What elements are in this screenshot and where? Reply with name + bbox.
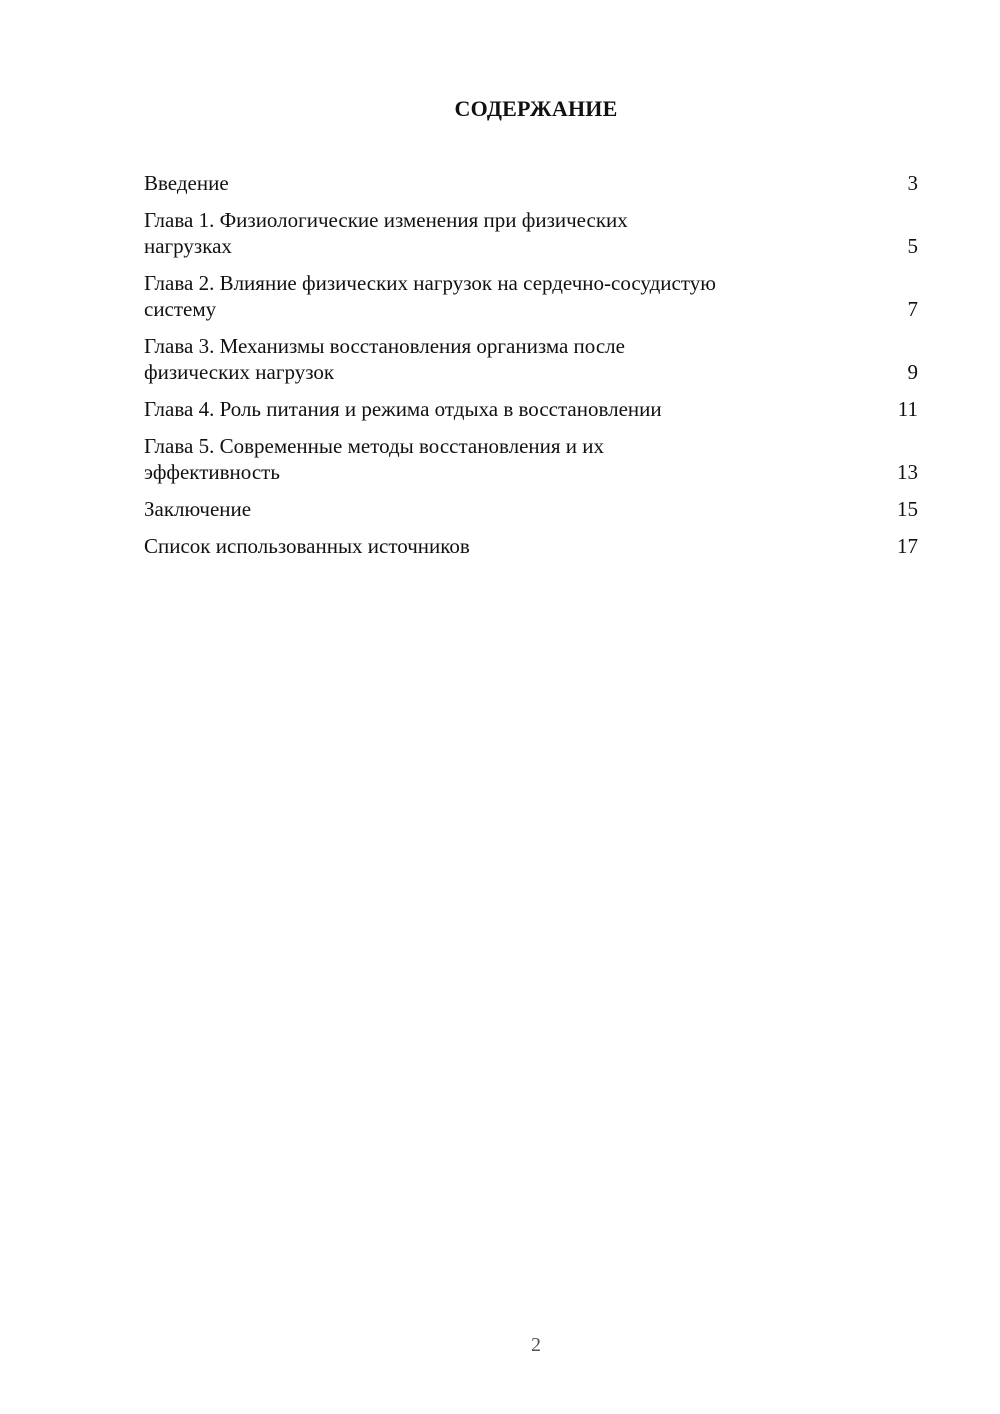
toc-entry-page: 17 bbox=[897, 534, 918, 558]
toc-entry-page: 9 bbox=[907, 360, 918, 384]
toc-entry-chapter-2 bbox=[144, 270, 918, 322]
toc-entry-conclusion bbox=[144, 496, 918, 522]
toc-entry-page: 15 bbox=[897, 497, 918, 521]
toc-entry-introduction bbox=[144, 170, 918, 196]
toc-entry-page: 13 bbox=[897, 460, 918, 484]
toc-entry-text: Глава 1. Физиологические изменения при физических нагрузках bbox=[144, 208, 628, 258]
toc-entry-text: Глава 4. Роль питания и режима отдыха в восстановлении bbox=[144, 397, 662, 421]
toc-entry-text: Глава 2. Влияние физических нагрузок на сердечно-сосудистую систему bbox=[144, 271, 716, 321]
toc-entry-text: Список использованных источников bbox=[144, 534, 470, 558]
toc-entry-text: Глава 3. Механизмы восстановления организма после физических нагрузок bbox=[144, 334, 625, 384]
toc-entry-page: 7 bbox=[907, 297, 918, 321]
toc-entry-references bbox=[144, 533, 918, 559]
toc-entry-page: 5 bbox=[907, 234, 918, 258]
toc-entry-page: 11 bbox=[897, 397, 918, 421]
toc-entry-text: Введение bbox=[144, 171, 229, 195]
toc-entry-chapter-1 bbox=[144, 207, 918, 259]
toc-entry-page: 3 bbox=[907, 171, 918, 195]
table-of-contents bbox=[144, 170, 918, 570]
toc-entry-chapter-4 bbox=[144, 396, 918, 422]
toc-entry-text: Глава 5. Современные методы восстановления и их эффективность bbox=[144, 434, 605, 484]
toc-entry-text: Заключение bbox=[144, 497, 252, 521]
page-number: 2 bbox=[531, 1334, 541, 1356]
page-title: СОДЕРЖАНИЕ bbox=[454, 96, 618, 121]
toc-entry-chapter-5 bbox=[144, 433, 918, 485]
toc-entry-chapter-3 bbox=[144, 333, 918, 385]
